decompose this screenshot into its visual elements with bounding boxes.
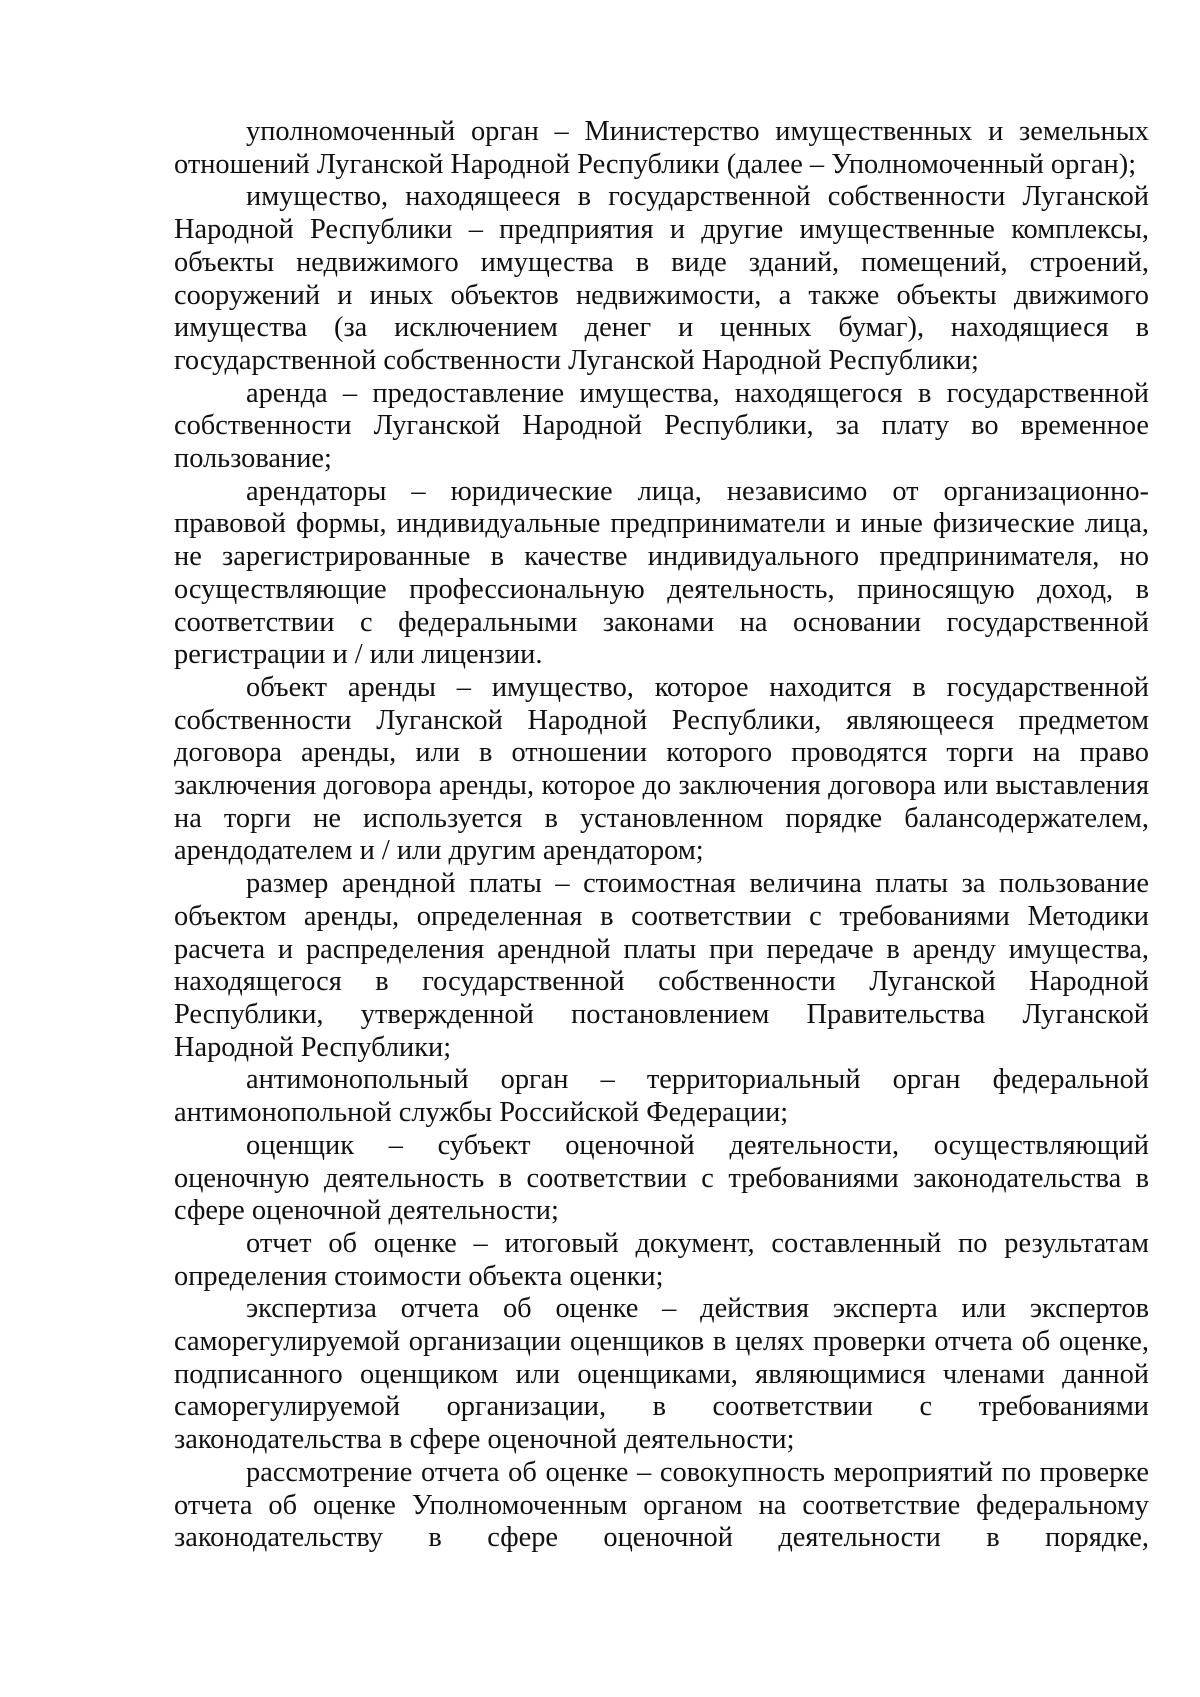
paragraph-lease: аренда – предоставление имущества, находящегося в государственной собственности Луганской Народной Республики, за плату во временное пользование; bbox=[174, 377, 1149, 475]
paragraph-property: имущество, находящееся в государственной собственности Луганской Народной Республики – предприятия и другие имущественные комплексы, объекты недвижимого имущества в виде зданий, помещений, строений, сооружений и иных объектов недвижимости, а также объекты движимого имущества (за исключением денег и ценных бумаг), находящиеся в государственной собственности Луганской Народной Республики; bbox=[174, 181, 1149, 376]
paragraph-report-examination: экспертиза отчета об оценке – действия эксперта или экспертов саморегулируемой организации оценщиков в целях проверки отчета об оценке, подписанного оценщиком или оценщиками, являющимися членами данной саморегулируемой организации, в соответствии с требованиями законодательства в сфере оценочной деятельности; bbox=[174, 1293, 1149, 1456]
paragraph-lessees: арендаторы – юридические лица, независимо от организационно-правовой формы, индивидуальные предприниматели и иные физические лица, не зарегистрированные в качестве индивидуального предпринимателя, но осуществляющие профессиональную деятельность, приносящую доход, в соответствии с федеральными законами на основании государственной регистрации и / или лицензии. bbox=[174, 475, 1149, 671]
paragraph-antimonopoly-body: антимонопольный орган – территориальный орган федеральной антимонопольной службы Российской Федерации; bbox=[174, 1064, 1149, 1129]
document-body bbox=[174, 116, 1149, 1555]
paragraph-appraisal-report: отчет об оценке – итоговый документ, составленный по результатам определения стоимости объекта оценки; bbox=[174, 1227, 1149, 1292]
paragraph-rent-amount: размер арендной платы – стоимостная величина платы за пользование объектом аренды, определенная в соответствии с требованиями Методики расчета и распределения арендной платы при передаче в аренду имущества, находящегося в государственной собственности Луганской Народной Республики, утвержденной постановлением Правительства Луганской Народной Республики; bbox=[174, 868, 1149, 1063]
paragraph-lease-object: объект аренды – имущество, которое находится в государственной собственности Луганской Народной Республики, являющееся предметом договора аренды, или в отношении которого проводятся торги на право заключения договора аренды, которое до заключения договора или выставления на торги не используется в установленном порядке балансодержателем, арендодателем и / или другим арендатором; bbox=[174, 671, 1149, 867]
paragraph-authorized-body: уполномоченный орган – Министерство имущественных и земельных отношений Луганской Народной Республики (далее – Уполномоченный орган); bbox=[174, 116, 1149, 180]
paragraph-report-review: рассмотрение отчета об оценке – совокупность мероприятий по проверке отчета об оценке Уполномоченным органом на соответствие федеральному законодательству в сфере оценочной деятельности в порядке, bbox=[174, 1456, 1149, 1554]
paragraph-appraiser: оценщик – субъект оценочной деятельности, осуществляющий оценочную деятельность в соответствии с требованиями законодательства в сфере оценочной деятельности; bbox=[174, 1129, 1149, 1227]
